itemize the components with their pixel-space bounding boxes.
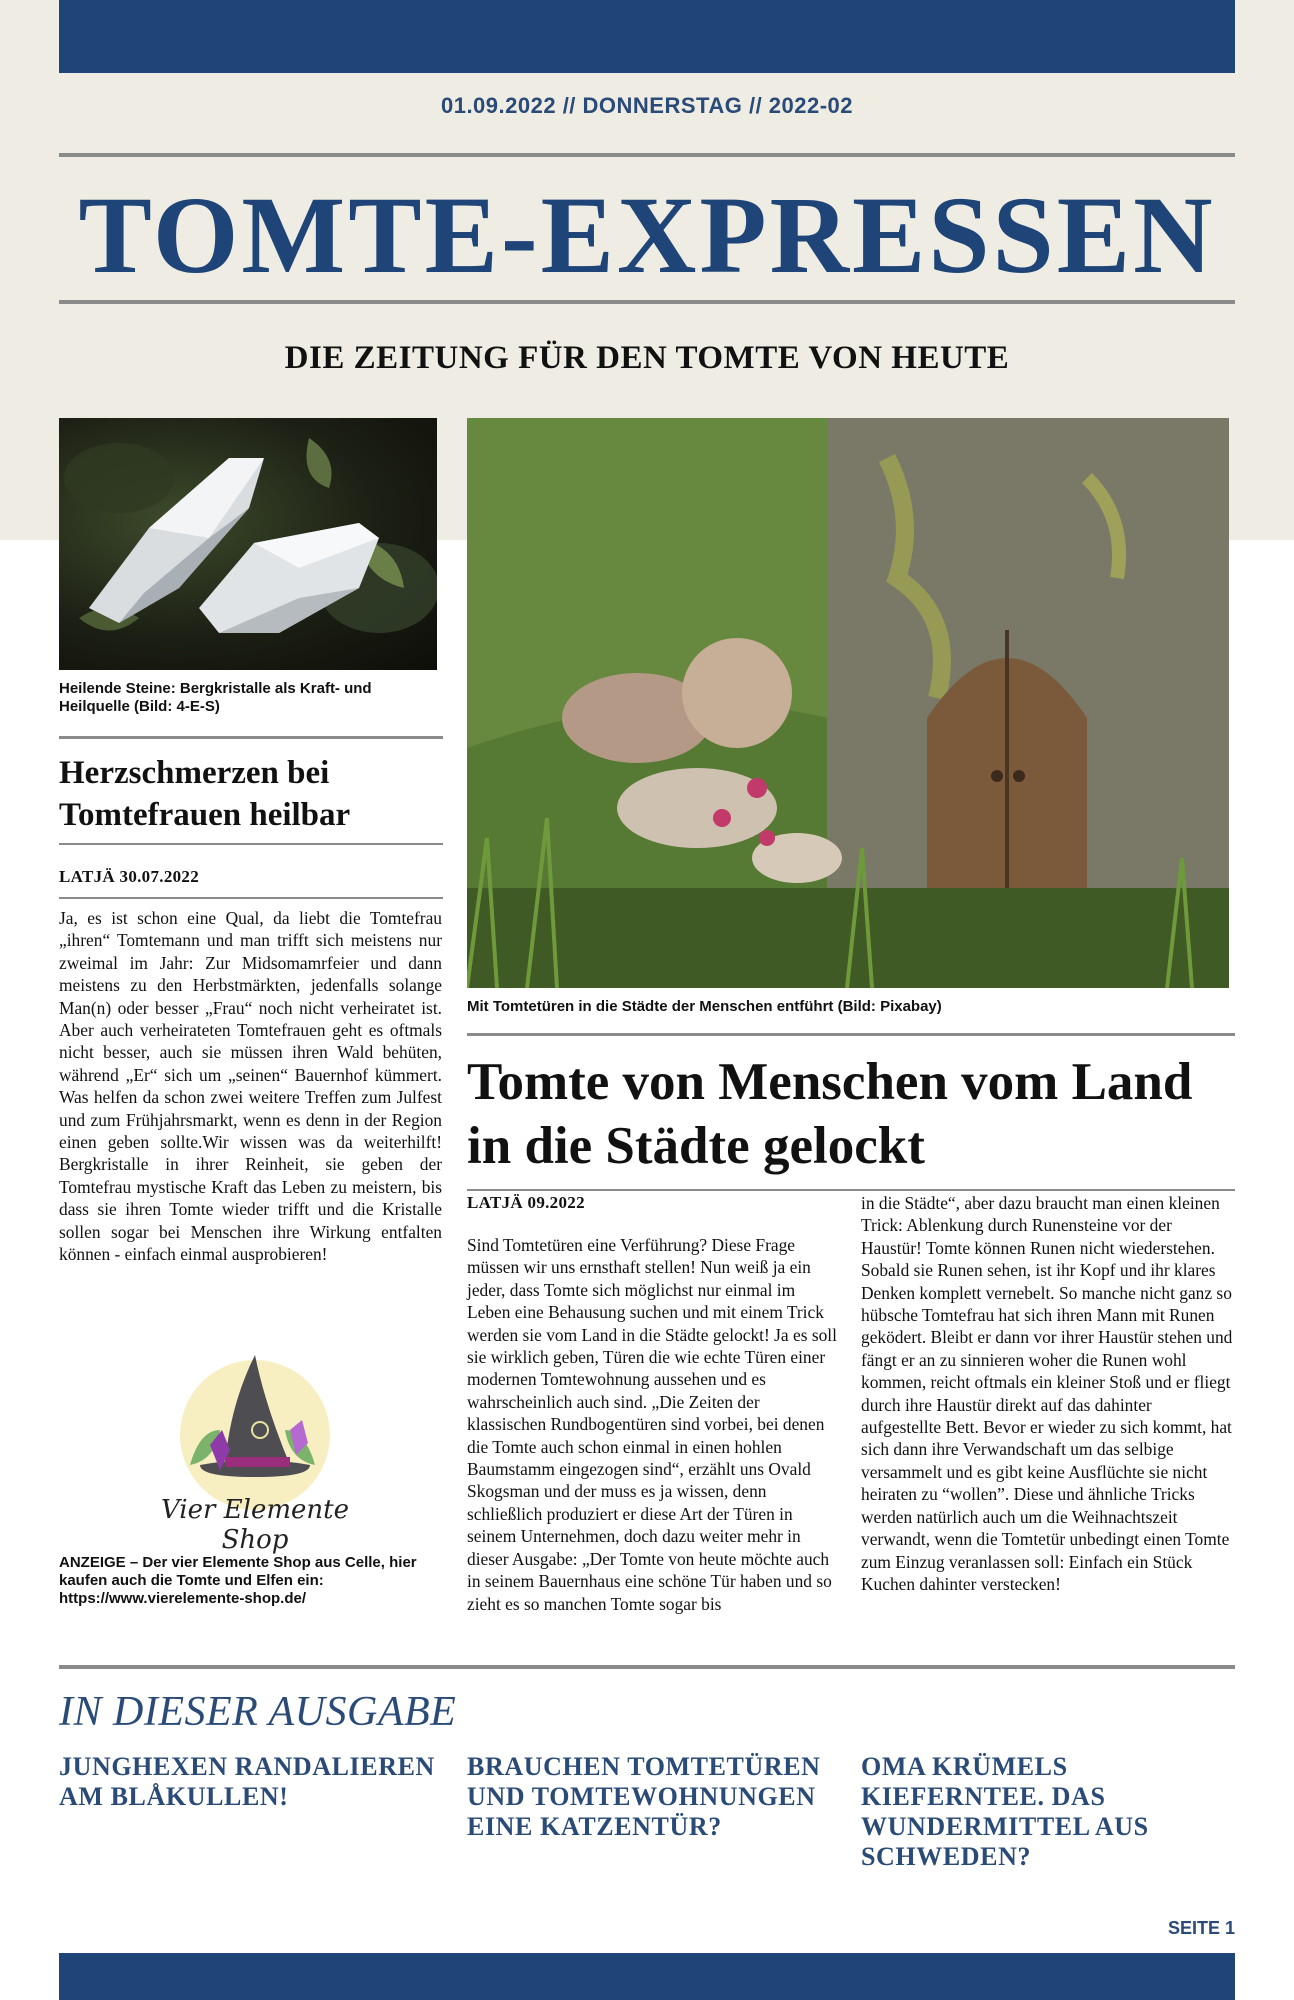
- left-article-byline: LATJÄ 30.07.2022: [59, 867, 200, 886]
- newspaper-masthead: TOMTE-EXPRESSEN: [78, 174, 1216, 296]
- left-article-body: [59, 907, 442, 1266]
- masthead-rule-top: [59, 153, 1235, 157]
- crystal-illustration: [59, 418, 437, 670]
- teaser-2: BRAUCHEN TOMTETÜREN UND TOMTEWOHNUNGEN EINE KATZENTÜR?: [467, 1752, 821, 1841]
- left-article-rule-byline: [59, 897, 443, 899]
- left-article-paragraph: Ja, es ist schon eine Qual, da liebt die Tomtefrau „ihren“ Tomtemann und man trifft sich meistens nur zweimal im Jahr: Zur Midsomamrfeier und dann meistens zu den Herbstmärkten, jedenfalls solange Man(n) oder besser „Frau“ noch nicht verheiratet ist. Aber auch verheirateten Tomtefrauen geht es oftmals nicht besser, auch sie müssen ihren Wald behüten, während „Er“ sich um „seinen“ Bauernhof kümmert. Was helfen da schon zwei weitere Treffen zum Julfest und zum Frühjahrsmarkt, wenn es denn in der Region einen geben sollte.Wir wissen was da weiterhilft! Bergkristalle in ihrer Reinheit, sie geben der Tomtefrau mystische Kraft das Leben zu meistern, bis dass sie ihren Tomte wieder trifft und die Kristalle sollen sogar bei Menschen ihre Wirkung entfalten können - einfach einmal ausprobieren!: [59, 908, 442, 1265]
- crystal-photo-caption: Heilende Steine: Bergkristalle als Kraft- und Heilquelle (Bild: 4-E-S): [59, 680, 372, 715]
- tomte-door-photo: [467, 418, 1229, 988]
- main-article-rule-mid: [467, 1189, 1235, 1191]
- teaser-3: OMA KRÜMELS KIEFERNTEE. DAS WUNDERMITTEL AUS SCHWEDEN?: [861, 1752, 1149, 1871]
- advertisement-text: ANZEIGE – Der vier Elemente Shop aus Celle, hier kaufen auch die Tomte und Elfen ein: https://www.vierelemente-shop.de/: [59, 1554, 417, 1607]
- issue-section-rule: [59, 1665, 1235, 1669]
- top-color-bar: [59, 0, 1235, 73]
- bottom-color-bar: [59, 1953, 1235, 2000]
- main-article-paragraph-1: Sind Tomtetüren eine Verführung? Diese Frage müssen wir uns ernsthaft stellen! Nun weiß ja ein jeder, dass Tomte sich möglichst nur einmal im Leben eine Behausung suchen und mit einem Trick werden sie vom Land in die Städte gelockt! Ja es soll sie wirklich geben, Türen die wie echte Türen einer modernen Tomtewohnung aussehen und es wahrscheinlich auch sind. „Die Zeiten der klassischen Rundbogentüren sind vorbei, bei denen die Tomte auch schon einmal in einen hohlen Baumstamm eingezogen sind“, erzählt uns Ovald Skogsman und der muss es ja wissen, denn schließlich produziert er diese Art der Türen in seinem Unternehmen, doch dazu weiter mehr in dieser Ausgabe: „Der Tomte von heute möchte auch in seinem Bauernhaus eine schöne Tür haben und so zieht es so manchen Tomte sogar bis: [467, 1235, 837, 1614]
- left-article-headline: Herzschmerzen bei Tomtefrauen heilbar: [59, 755, 351, 833]
- door-photo-caption: Mit Tomtetüren in die Städte der Menschen entführt (Bild: Pixabay): [467, 998, 942, 1015]
- page-number: SEITE 1: [1167, 1918, 1235, 1938]
- masthead-rule-bottom: [59, 300, 1235, 304]
- dateline: 01.09.2022 // DONNERSTAG // 2022-02: [440, 93, 854, 118]
- main-article-headline: Tomte von Menschen vom Land in die Städte gelockt: [467, 1053, 1193, 1175]
- left-article-rule-top: [59, 736, 443, 739]
- main-article-rule-top: [467, 1033, 1235, 1036]
- left-article-rule-mid: [59, 843, 443, 845]
- teaser-1: JUNGHEXEN RANDALIEREN AM BLÅKULLEN!: [59, 1752, 435, 1811]
- newspaper-tagline: DIE ZEITUNG FÜR DEN TOMTE VON HEUTE: [284, 340, 1010, 376]
- tomte-door-illustration: [467, 418, 1229, 988]
- main-article-column-2: [861, 1192, 1235, 1595]
- crystal-photo: [59, 418, 437, 670]
- main-article-column-1: [467, 1234, 838, 1615]
- main-article-byline: LATJÄ 09.2022: [467, 1193, 585, 1212]
- main-article-paragraph-2: in die Städte“, aber dazu braucht man einen kleinen Trick: Ablenkung durch Runensteine vor der Haustür! Tomte können Runen nicht wiederstehen. Sobald sie Runen sehen, ist ihr Kopf und ihr klares Denken komplett vernebelt. So manche nicht ganz so hübsche Tomtefrau hat sich ihren Mann mit Runen geködert. Bleibt er dann vor ihrer Haustür stehen und fängt er an zu sinnieren woher die Runen wohl kommen, reicht oftmals ein kleiner Stoß und er fliegt durch ihre Haustür direkt auf das dahinter aufgestellte Bett. Bevor er wieder zu sich kommt, hat sich dann ihre Verwandschaft um das selbige versammelt und es gibt keine Ausflüchte sie nicht heiraten zu “wollen”. Diese und ähnliche Tricks werden natürlich auch um die Weihnachtszeit verwandt, wenn die Tomtetür unbedingt einen Tomte zum Einzug veranlassen soll: Einfach ein Stück Kuchen dahinter verstecken!: [861, 1193, 1233, 1594]
- in-this-issue-title: IN DIESER AUSGABE: [59, 1689, 457, 1735]
- vier-elemente-shop-logo-text: Vier Elemente Shop: [160, 1495, 350, 1555]
